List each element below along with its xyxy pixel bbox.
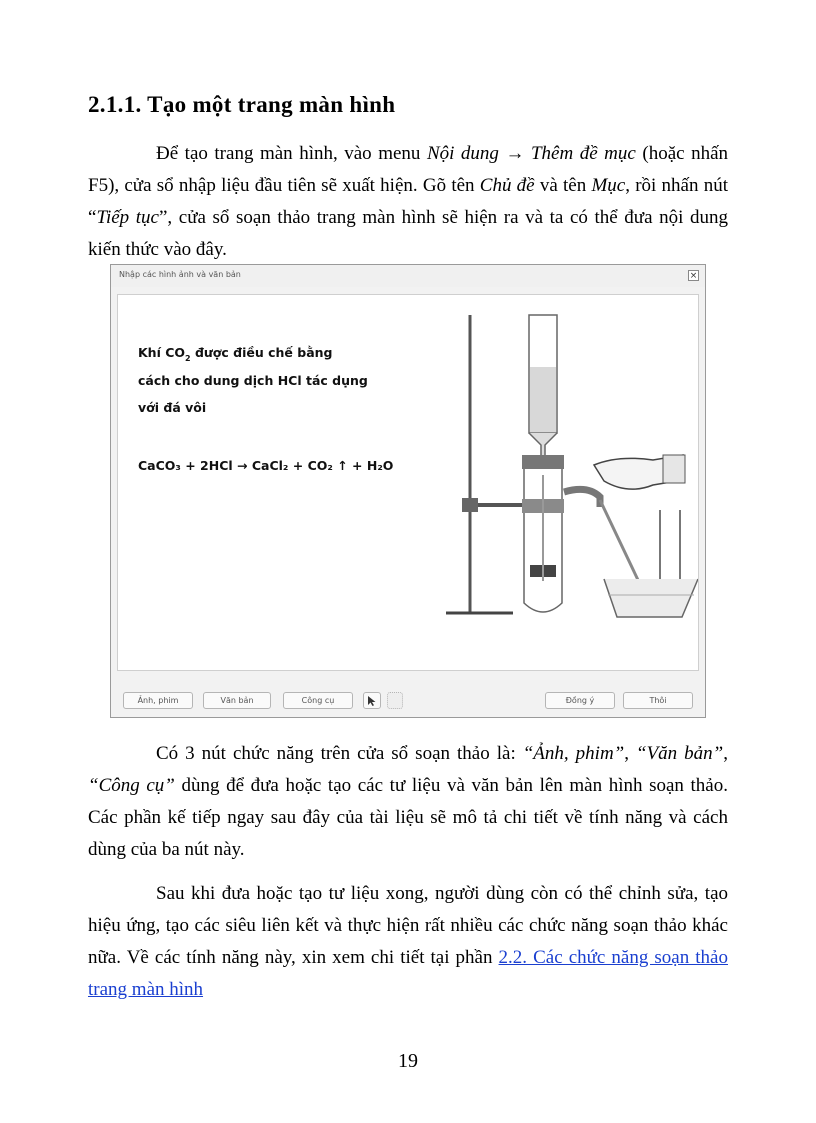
editor-dialog-screenshot	[110, 264, 706, 718]
lab-stand	[446, 315, 530, 613]
term-cong-cu: “Công cụ”	[88, 775, 175, 796]
grid-icon[interactable]	[387, 692, 403, 709]
menu-them-de-muc: Thêm đề mục	[530, 143, 636, 164]
term-muc: Mục	[591, 175, 626, 196]
co2-experiment-illustration	[118, 295, 698, 670]
close-icon[interactable]: ×	[689, 271, 698, 281]
chemical-equation: CaCO₃ + 2HCl → CaCl₂ + CO₂ ↑ + H₂O	[138, 458, 394, 473]
buttons-description-paragraph: Có 3 nút chức năng trên cửa sổ soạn thảo là: “Ảnh, phim”, “Văn bản”, “Công cụ” dùng để đưa hoặc tạo các tư liệu và văn bản lên màn hình soạn thảo. Các phần kế tiếp ngay sau đây của tài liệu sẽ mô tả chi tiết về tính năng và cách dùng của ba nút này.	[88, 743, 728, 860]
term-chu-de: Chủ đề	[479, 175, 535, 196]
editing-paragraph: Sau khi đưa hoặc tạo tư liệu xong, người dùng còn có thể chỉnh sửa, tạo hiệu ứng, tạo các siêu liên kết và thực hiện rất nhiều các chức năng soạn thảo khác nữa. Về các tính năng này, xin xem chi tiết tại phần 2.2. Các chức năng soạn thảo trang màn hình	[88, 883, 728, 1000]
page-number: 19	[398, 1050, 418, 1072]
content-line-1: Khí $CO_2$ được điều chế bằng	[138, 345, 333, 363]
editor-canvas	[117, 294, 699, 671]
term-van-ban: “Văn bản”	[636, 743, 724, 764]
term-anh-phim: “Ảnh, phim”	[522, 743, 625, 764]
menu-noi-dung: Nội dung	[426, 143, 499, 164]
dong-y-button[interactable]: Đồng ý	[545, 692, 615, 709]
thoi-button[interactable]: Thôi	[623, 692, 693, 709]
section-2-2-link[interactable]: 2.2. Các chức năng soạn thảo trang màn hình	[88, 947, 728, 1000]
dropping-funnel	[529, 315, 557, 475]
dialog-title: Nhập các hình ảnh và văn bản	[119, 270, 241, 279]
dialog-button-row	[117, 690, 699, 712]
delivery-tube	[564, 489, 600, 507]
water-basin	[604, 579, 698, 617]
cong-cu-button[interactable]: Công cụ	[283, 692, 353, 709]
content-line-2: cách cho dung dịch HCl tác dụng	[138, 373, 368, 388]
term-tiep-tuc: Tiếp tục	[96, 207, 159, 228]
pointer-tool-icon[interactable]	[363, 692, 381, 709]
van-ban-button[interactable]: Văn bản	[203, 692, 271, 709]
section-heading: 2.1.1. Tạo một trang màn hình	[88, 92, 396, 117]
intro-paragraph: Để tạo trang màn hình, vào menu Nội dung → Thêm đề mục (hoặc nhấn F5), cửa sổ nhập liệu đầu tiên sẽ xuất hiện. Gõ tên Chủ đề và tên Mục, rồi nhấn nút “Tiếp tục”, cửa sổ soạn thảo trang màn hình sẽ hiện ra và ta có thể đưa nội dung kiến thức vào đây.	[88, 143, 729, 260]
anh-phim-button[interactable]: Ảnh, phim	[123, 692, 193, 709]
dialog-titlebar	[111, 265, 705, 287]
test-tube	[522, 455, 564, 612]
content-line-3: với đá vôi	[138, 400, 207, 415]
